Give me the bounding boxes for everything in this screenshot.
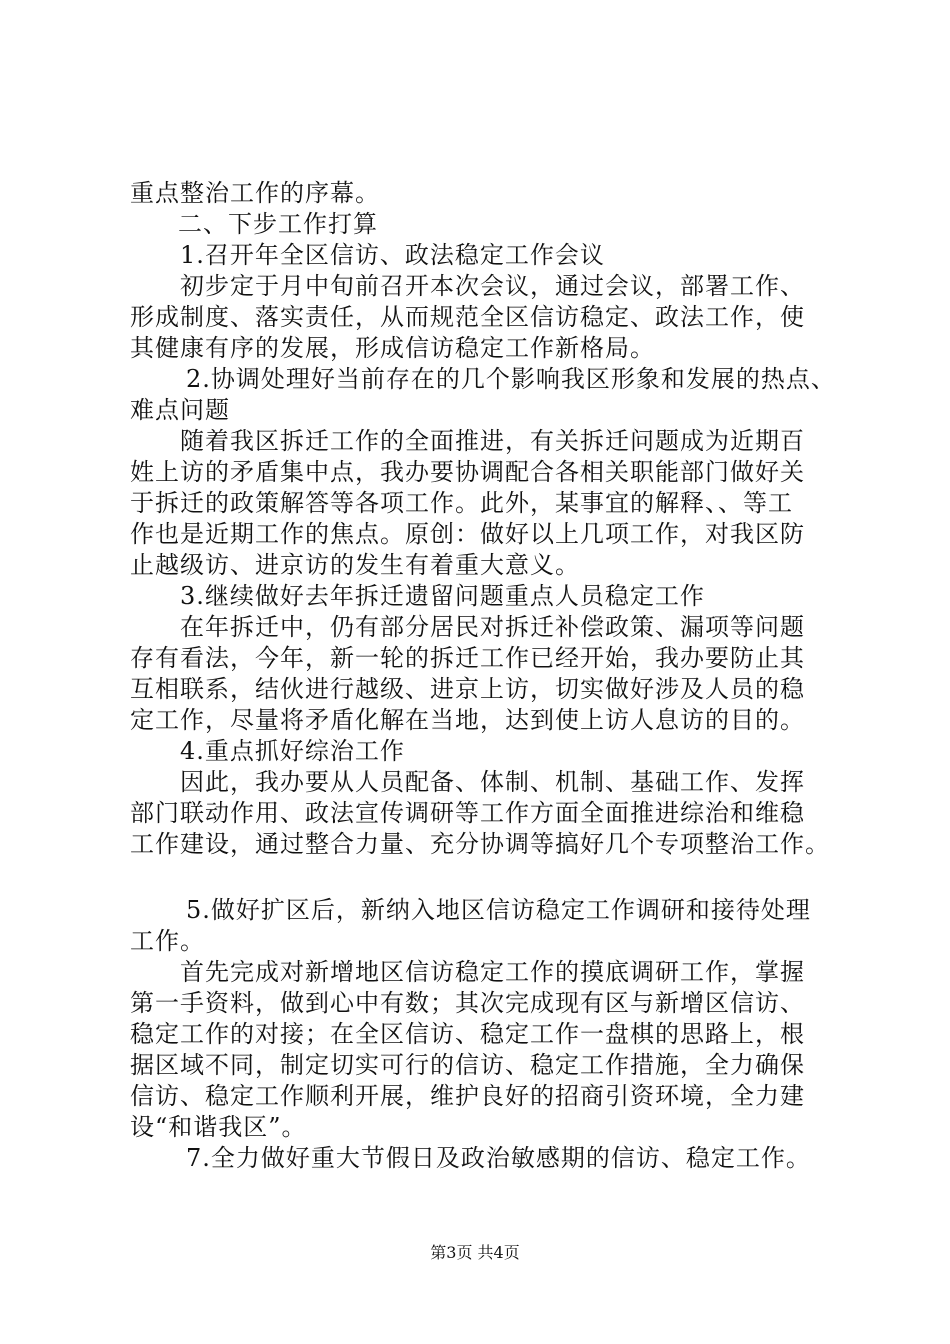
paragraph-line: 部门联动作用、政法宣传调研等工作方面全面推进综治和维稳 bbox=[130, 799, 805, 827]
page-number-footer: 第3页 共4页 bbox=[430, 1243, 520, 1262]
paragraph-line: 定工作，尽量将矛盾化解在当地，达到使上访人息访的目的。 bbox=[130, 706, 805, 734]
paragraph-line: 其健康有序的发展，形成信访稳定工作新格局。 bbox=[130, 334, 655, 362]
item-heading: 2.协调处理好当前存在的几个影响我区形象和发展的热点、 bbox=[186, 365, 836, 393]
item-heading-continued: 工作。 bbox=[130, 927, 205, 955]
item-heading: 1.召开年全区信访、政法稳定工作会议 bbox=[180, 241, 605, 269]
paragraph-line: 因此，我办要从人员配备、体制、机制、基础工作、发挥 bbox=[180, 768, 805, 796]
item-heading-continued: 难点问题 bbox=[130, 396, 230, 424]
paragraph-line: 止越级访、进京访的发生有着重大意义。 bbox=[130, 551, 580, 579]
paragraph-line: 据区域不同，制定切实可行的信访、稳定工作措施，全力确保 bbox=[130, 1051, 805, 1079]
item-heading: 3.继续做好去年拆迁遗留问题重点人员稳定工作 bbox=[180, 582, 705, 610]
document-body bbox=[130, 178, 836, 1174]
item-heading: 7.全力做好重大节假日及政治敏感期的信访、稳定工作。 bbox=[186, 1144, 811, 1172]
paragraph-line: 于拆迁的政策解答等各项工作。此外，某事宜的解释、、等工 bbox=[130, 489, 793, 517]
paragraph-line: 形成制度、落实责任，从而规范全区信访稳定、政法工作，使 bbox=[130, 303, 805, 331]
section-heading: 二、下步工作打算 bbox=[178, 210, 378, 238]
paragraph-line: 初步定于月中旬前召开本次会议，通过会议，部署工作、 bbox=[180, 272, 805, 300]
paragraph-line: 存有看法，今年，新一轮的拆迁工作已经开始，我办要防止其 bbox=[130, 644, 805, 672]
paragraph-line: 工作建设，通过整合力量、充分协调等搞好几个专项整治工作。 bbox=[130, 830, 830, 858]
paragraph-line: 第一手资料，做到心中有数；其次完成现有区与新增区信访、 bbox=[130, 989, 805, 1017]
item-heading: 5.做好扩区后，新纳入地区信访稳定工作调研和接待处理 bbox=[186, 896, 811, 924]
paragraph-line: 信访、稳定工作顺利开展，维护良好的招商引资环境，全力建 bbox=[130, 1082, 805, 1110]
paragraph-line: 稳定工作的对接；在全区信访、稳定工作一盘棋的思路上，根 bbox=[130, 1020, 805, 1048]
blank-line bbox=[130, 860, 830, 895]
paragraph-line: 作也是近期工作的焦点。原创：做好以上几项工作，对我区防 bbox=[130, 520, 805, 548]
paragraph-line: 随着我区拆迁工作的全面推进，有关拆迁问题成为近期百 bbox=[180, 427, 805, 455]
paragraph-line: 互相联系，结伙进行越级、进京上访，切实做好涉及人员的稳 bbox=[130, 675, 805, 703]
paragraph-line: 重点整治工作的序幕。 bbox=[130, 179, 380, 207]
item-heading: 4.重点抓好综治工作 bbox=[180, 737, 405, 765]
paragraph-line: 首先完成对新增地区信访稳定工作的摸底调研工作，掌握 bbox=[180, 958, 805, 986]
paragraph-line: 在年拆迁中，仍有部分居民对拆迁补偿政策、漏项等问题 bbox=[180, 613, 805, 641]
paragraph-line: 姓上访的矛盾集中点，我办要协调配合各相关职能部门做好关 bbox=[130, 458, 805, 486]
paragraph-line: 设“和谐我区”。 bbox=[130, 1113, 307, 1141]
